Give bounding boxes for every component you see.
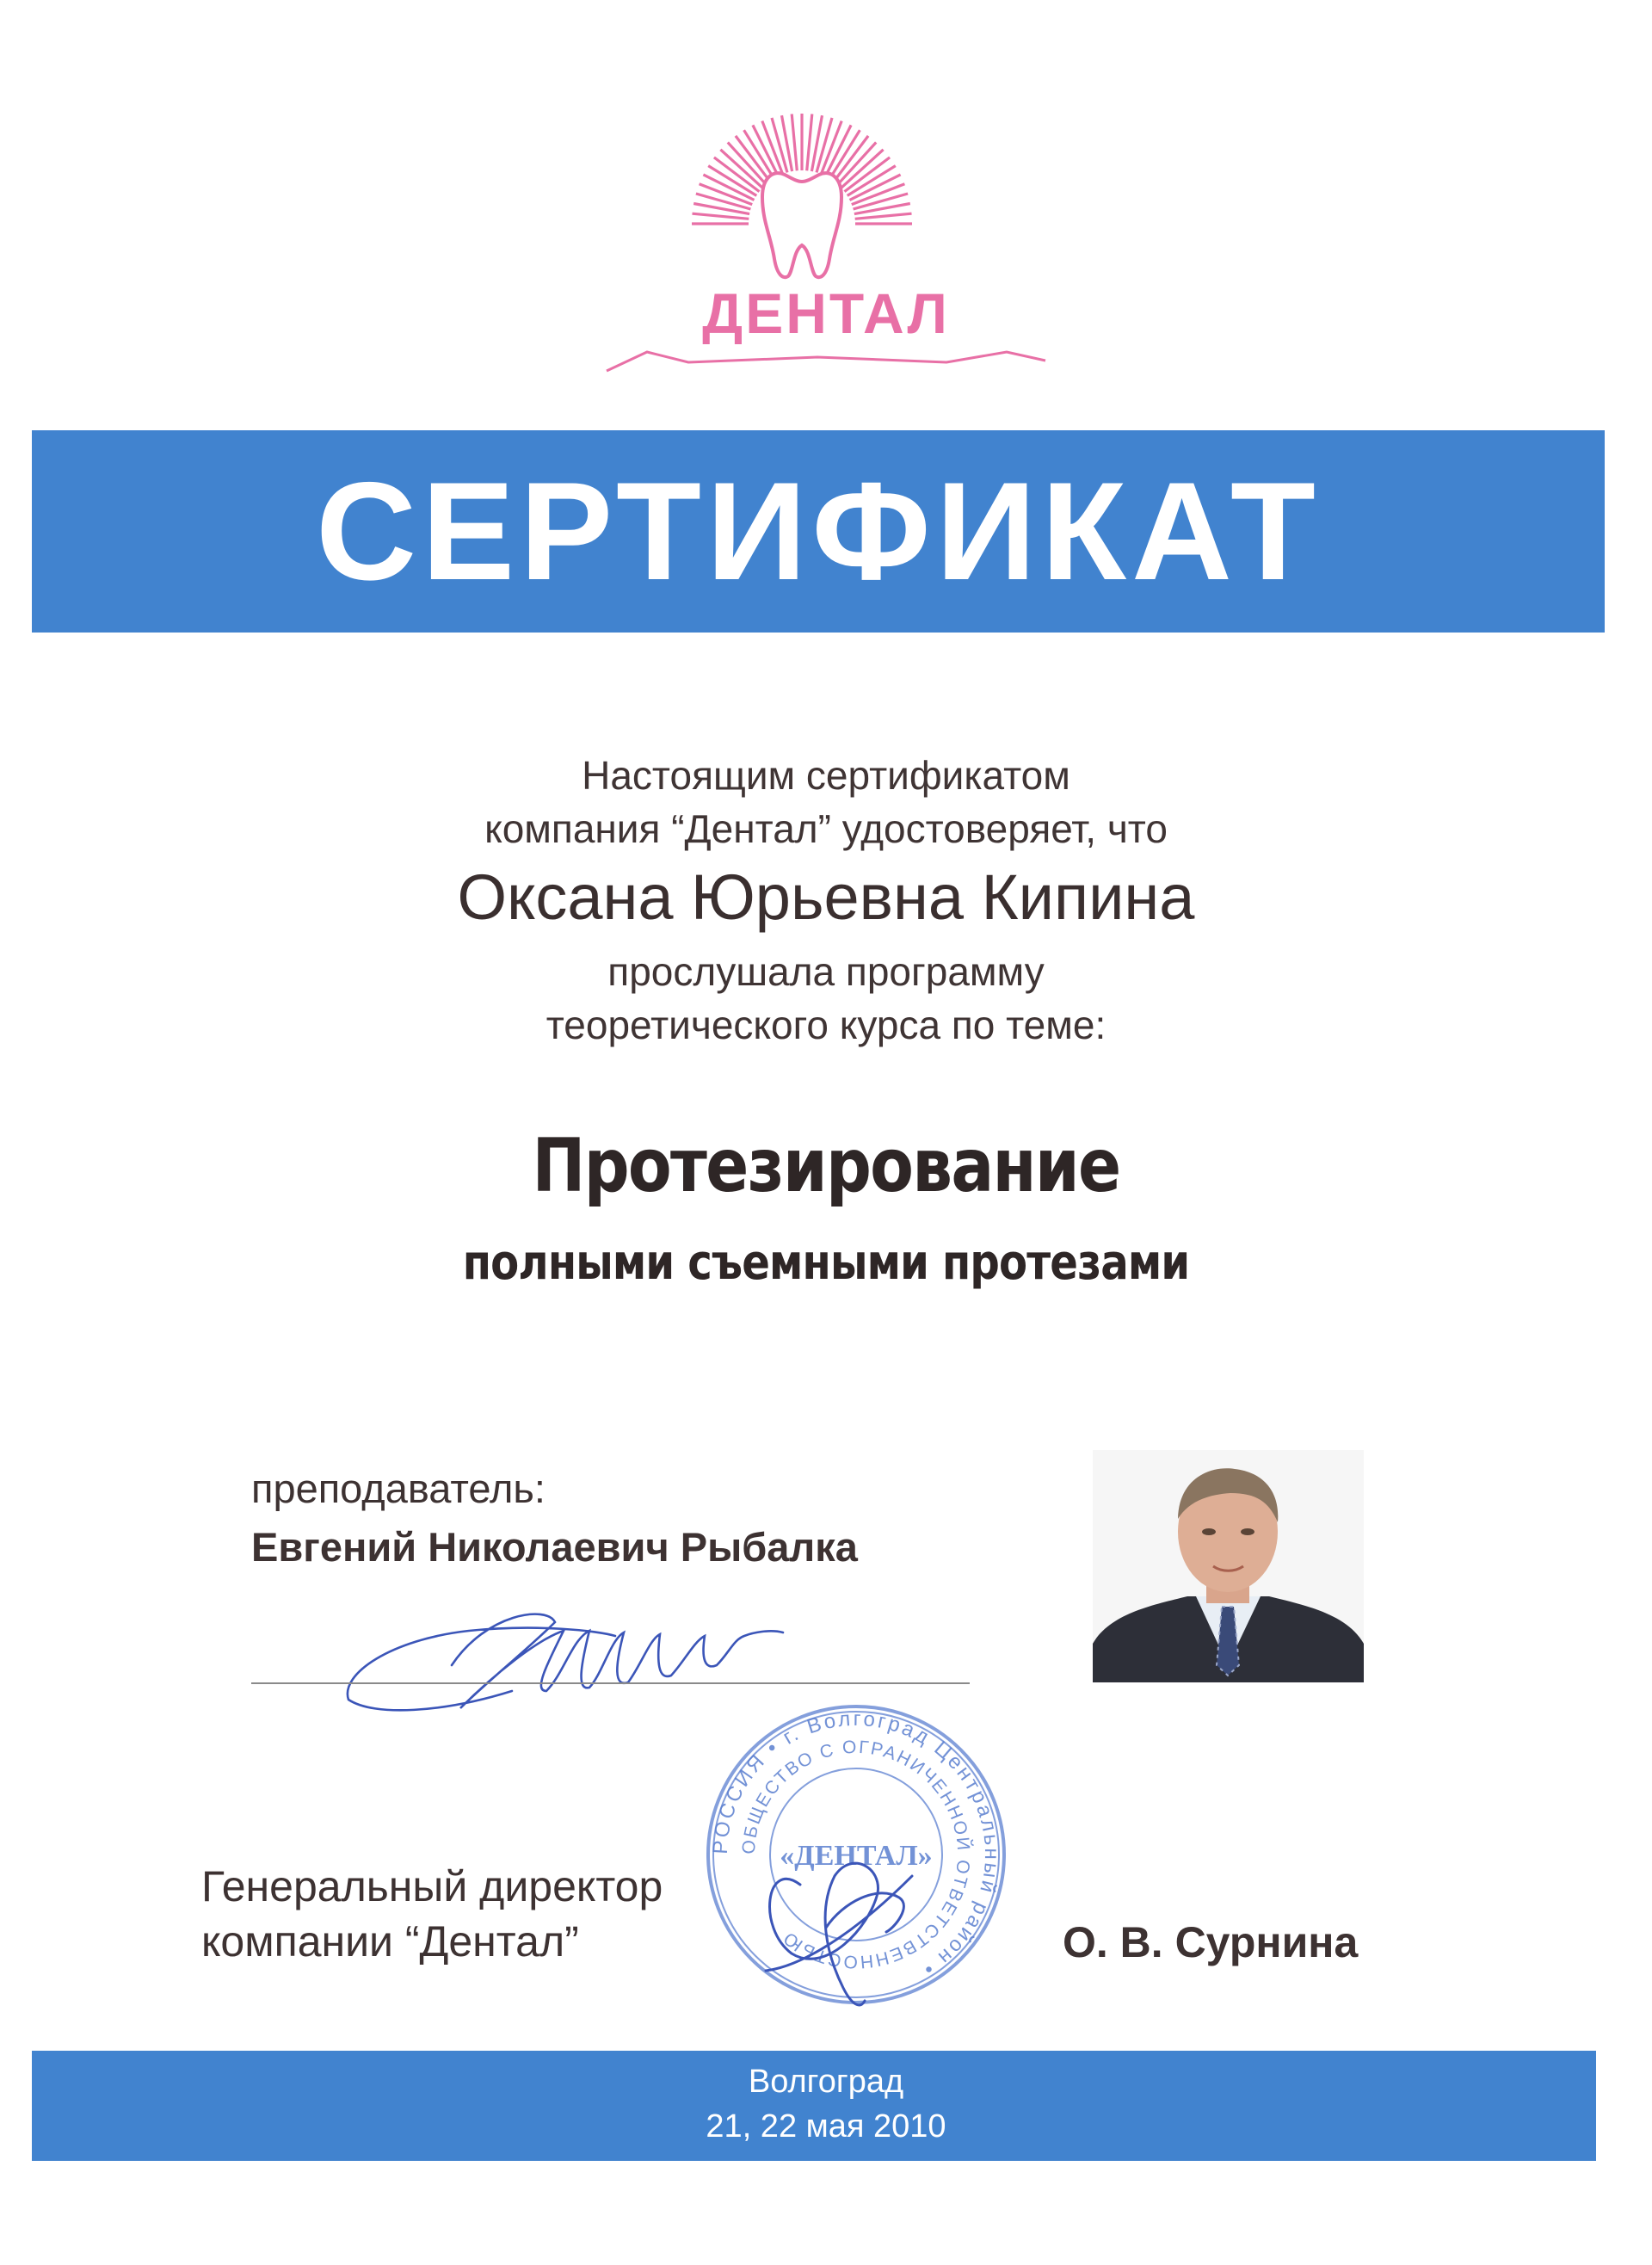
title-band [32, 430, 1605, 633]
logo-wave [607, 352, 1045, 371]
tooth-icon [762, 173, 841, 277]
course-line-1: прослушала программу [607, 949, 1045, 994]
footer-city: Волгоград [748, 2064, 904, 2100]
dental-logo [602, 108, 1050, 383]
sunburst-ray [855, 213, 912, 219]
logo-text: ДЕНТАЛ [702, 281, 950, 345]
recipient-name: Оксана Юрьевна Кипина [457, 861, 1195, 933]
director-title-line-1: Генеральный директор [201, 1862, 663, 1910]
teacher-photo [1093, 1450, 1364, 1682]
sunburst-ray [807, 114, 812, 171]
stamp-center-text: «ДЕНТАЛ» [780, 1840, 933, 1872]
svg-text:РОССИЯ • г. Волгоград Централь: РОССИЯ • г. Волгоград Центральный район • [708, 1706, 1004, 1983]
sunburst-ray [693, 213, 749, 219]
teacher-label: преподаватель: [251, 1466, 546, 1511]
intro-line-1: Настоящим сертификатом [582, 753, 1070, 798]
director-title [201, 1859, 663, 1969]
intro-line-2: компания “Дентал” удостоверяет, что [484, 806, 1168, 851]
topic-title: Протезирование [532, 1123, 1120, 1209]
footer-date: 21, 22 мая 2010 [706, 2108, 946, 2145]
certificate-title: СЕРТИФИКАТ [316, 453, 1321, 609]
course-line-2: теоретического курса по теме: [546, 1003, 1106, 1047]
teacher-name: Евгений Николаевич Рыбалка [251, 1524, 858, 1570]
director-name: О. В. Сурнина [1063, 1918, 1359, 1966]
sunburst-ray [792, 114, 797, 171]
director-title-line-2: компании “Дентал” [201, 1917, 579, 1966]
director-signature [749, 1824, 929, 2014]
topic-subtitle: полными съемными протезами [462, 1235, 1190, 1291]
teacher-signature-line [251, 1682, 970, 1684]
svg-text:ОБЩЕСТВО С ОГРАНИЧЕННОЙ ОТВЕТС: ОБЩЕСТВО С ОГРАНИЧЕННОЙ ОТВЕТСТВЕННОСТЬЮ [738, 1737, 974, 1972]
